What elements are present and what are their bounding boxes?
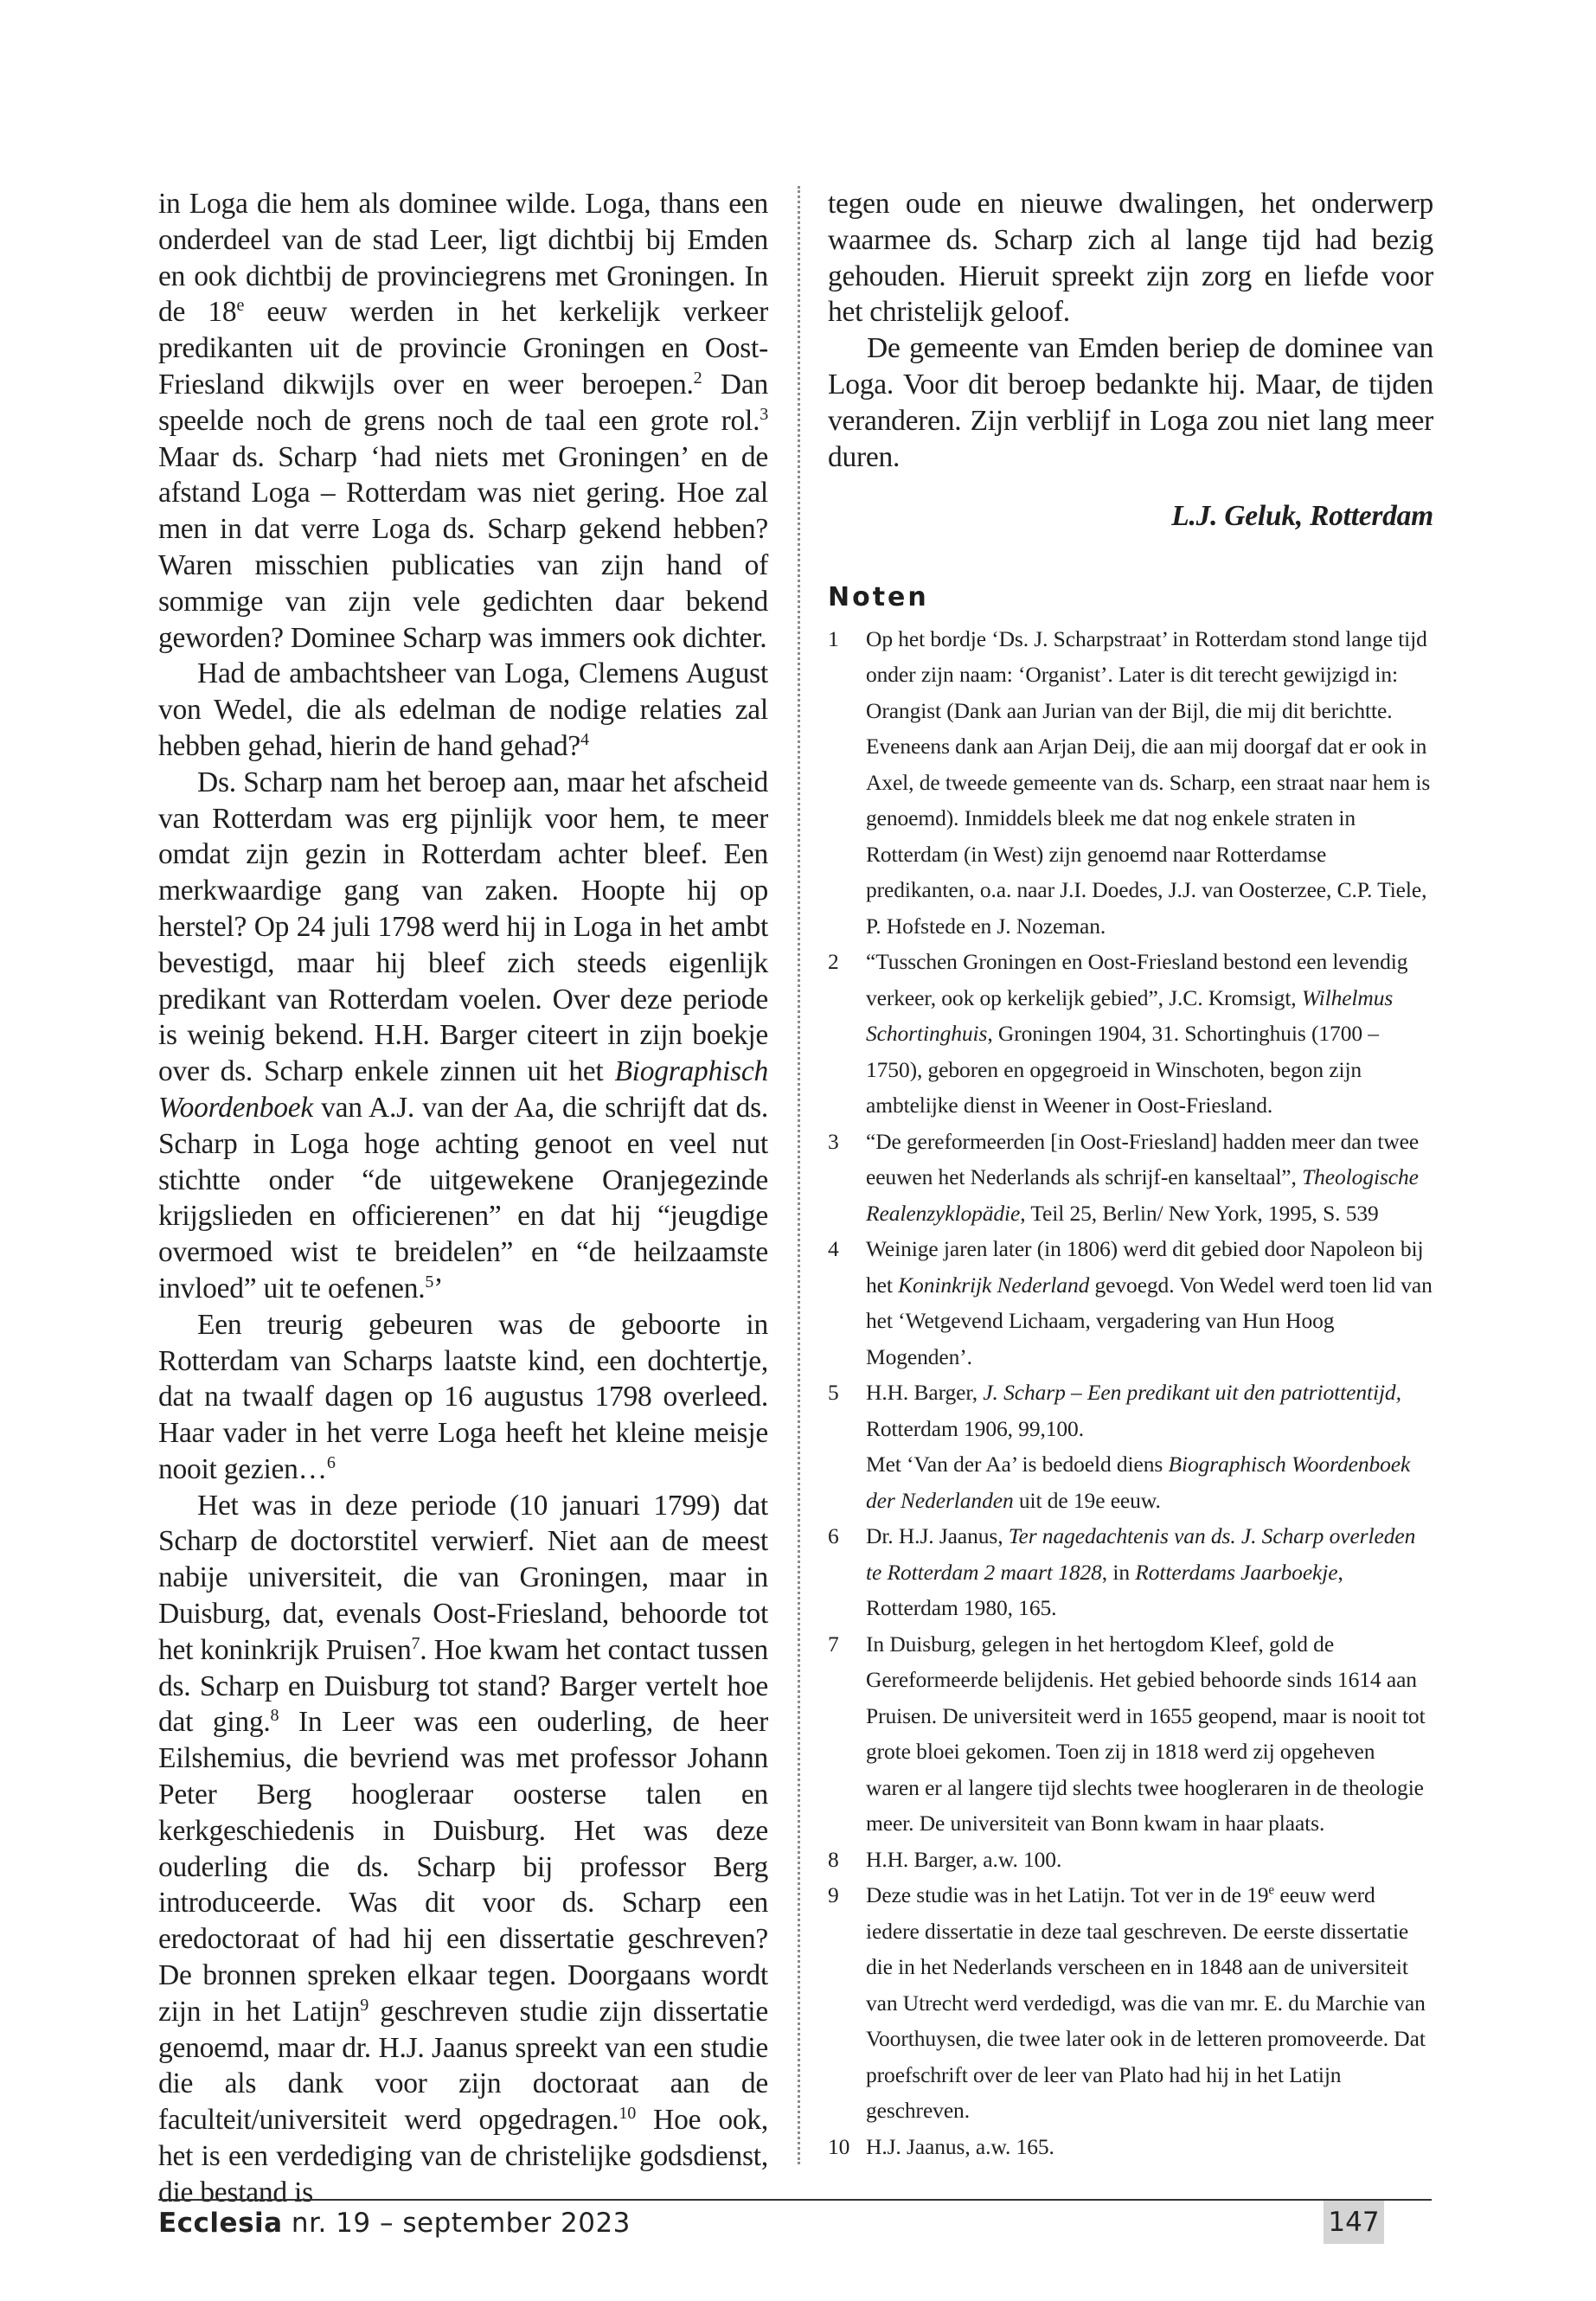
note-6: 6 Dr. H.J. Jaanus, Ter nagedachtenis van ds. J. Scharp overleden te Rotterdam 2 maart 1828, in Rotterdams Jaarboekje, Rotterdam 1980, 165. xyxy=(828,1523,1416,1621)
right-column xyxy=(828,186,1433,2164)
page-number: 147 xyxy=(1324,2201,1384,2244)
note-1: 1 Op het bordje ‘Ds. J. Scharpstraat’ in Rotterdam stond lange tijd onder zijn naam: ‘Organist’. Later is dit terecht gewijzigd in: Orangist (Dank aan Jurian van der Bijl, die mij dit berichtte. Eveneens dank aan Arjan Deij, die aan mij doorgaf dat er ook in Axel, de tweede gemeente van ds. Scharp, een straat naar hem is genoemd). Inmiddels bleek me dat nog enkele straten in Rotterdam (in West) zijn genoemd naar Rotterdamse predikanten, o.a. naar J.I. Doedes, J.J. van Oosterzee, C.P. Tiele, P. Hofstede en J. Nozeman. xyxy=(828,625,1431,939)
paragraph-5: Het was in deze periode (10 januari 1799) dat Scharp de doctorstitel verwierf. Niet aan de meest nabije universiteit, die van Groningen, maar in Duisburg, dat, evenals Oost-Friesland, behoorde tot het koninkrijk Pruisen$^7$. Hoe kwam het contact tussen ds. Scharp en Duisburg tot stand? Barger vertelt hoe dat ging.$^8$ In Leer was een ouderling, de heer Eilshemius, die bevriend was met professor Johann Peter Berg hoogleraar oosterse talen en kerkgeschiedenis in Duisburg. Het was deze ouderling die ds. Scharp bij professor Berg introduceerde. Was dit voor ds. Scharp een eredoctoraat of had hij een dissertatie geschreven? De bronnen spreken elkaar tegen. Doorgaans wordt zijn in het Latijn$^9$ geschreven studie zijn dissertatie genoemd, maar dr. H.J. Jaanus spreekt van een studie die als dank voor zijn doctoraat aan de faculteit/universiteit werd opgedragen.$^{10}$ Hoe ook, het is een verdediging van de christelijke godsdienst, die bestand is xyxy=(158,1489,768,2208)
footer-rule xyxy=(158,2199,1432,2201)
note-8: 8 H.H. Barger, a.w. 100. xyxy=(828,1846,1062,1872)
paragraph-4: Een treurig gebeuren was de geboorte in Rotterdam van Scharps laatste kind, een dochtertje, dat na twaalf dagen op 16 augustus 1798 overleed. Haar vader in het verre Loga heeft het kleine meisje nooit gezien…$^6$ xyxy=(158,1308,768,1485)
note-9: 9 Deze studie was in het Latijn. Tot ver in de 19e eeuw werd iedere dissertatie in deze taal geschreven. De eerste dissertatie die in het Nederlands verscheen en in 1848 aan de universiteit van Utrecht werd verdedigd, was die van mr. E. du Marchie van Voorthuysen, die twee later ook in de letteren promoveerde. Dat proefschrift over de leer van Plato had hij in het Latijn geschreven. xyxy=(828,1882,1426,2124)
paragraph-6: tegen oude en nieuwe dwalingen, het onderwerp waarmee ds. Scharp zich al lange tijd had bezig gehouden. Hieruit spreekt zijn zorg en liefde voor het christelijk geloof. xyxy=(828,188,1433,329)
paragraph-7: De gemeente van Emden beriep de dominee van Loga. Voor dit beroep bedankte hij. Maar, de tijden veranderen. Zijn verblijf in Loga zou niet lang meer duren. xyxy=(828,332,1433,473)
column-separator xyxy=(798,186,800,2164)
note-7: 7 In Duisburg, gelegen in het hertogdom Kleef, gold de Gereformeerde belijdenis. Het gebied behoorde sinds 1614 aan Pruisen. De universiteit werd in 1655 geopend, maar is nooit tot grote bloei gekomen. Toen zij in 1818 werd zij opgeheven waren er al langere tijd slechts twee hoogleraren in de theologie meer. De universiteit van Bonn kwam in haar plaats. xyxy=(828,1631,1426,1836)
note-2: 2 “Tusschen Groningen en Oost-Friesland bestond een levendig verkeer, ook op kerkelijk gebied”, J.C. Kromsigt, Wilhelmus Schortinghuis, Groningen 1904, 31. Schortinghuis (1700 – 1750), geboren en opgegroeid in Winschoten, begon zijn ambtelijke dienst in Weener in Oost-Friesland. xyxy=(828,949,1408,1118)
note-3: 3 “De gereformeerden [in Oost-Friesland] hadden meer dan twee eeuwen het Nederlands als schrijf-en kanseltaal”, Theologische Realenzyklopädie, Teil 25, Berlin/ New York, 1995, S. 539 xyxy=(828,1128,1420,1226)
note-10: 10 H.J. Jaanus, a.w. 165. xyxy=(828,2133,1054,2159)
paragraph-2: Had de ambachtsheer van Loga, Clemens August von Wedel, die als edelman de nodige relaties zal hebben gehad, hierin de hand gehad?$^4$ xyxy=(158,657,768,762)
notes-heading: Noten xyxy=(828,582,929,613)
paragraph-3: Ds. Scharp nam het beroep aan, maar het afscheid van Rotterdam was erg pijnlijk voor hem, te meer omdat zijn gezin in Rotterdam achter bleef. Een merkwaardige gang van zaken. Hoopte hij op herstel? Op 24 juli 1798 werd hij in Loga in het ambt bevestigd, maar hij bleef zich steeds eigenlijk predikant van Rotterdam voelen. Over deze periode is weinig bekend. H.H. Barger citeert in zijn boekje over ds. Scharp enkele zinnen uit het Biographisch Woordenboek van A.J. van der Aa, die schrijft dat ds. Scharp in Loga hoge achting genoot en veel nut stichtte onder “de uitgewekene Oranjegezinde krijgslieden en officierenen” en dat hij “jeugdige overmoed wist te breidelen” en “de heilzaamste invloed” uit te oefenen.$^5$’ xyxy=(158,766,768,1304)
note-4: 4 Weinige jaren later (in 1806) werd dit gebied door Napoleon bij het Koninkrijk Nederland gevoegd. Von Wedel werd toen lid van het ‘Wetgevend Lichaam, vergadering van Hun Hoog Mogenden’. xyxy=(828,1236,1433,1369)
left-column xyxy=(158,186,768,2211)
author-signature: L.J. Geluk, Rotterdam xyxy=(1171,500,1433,533)
journal-issue: nr. 19 – september 2023 xyxy=(282,2208,631,2239)
paragraph-1: in Loga die hem als dominee wilde. Loga, thans een onderdeel van de stad Leer, ligt dichtbij bij Emden en ook dichtbij de provinciegrens met Groningen. In de 18e eeuw werden in het kerkelijk verkeer predikanten uit de provincie Groningen en Oost-Friesland dikwijls over en weer beroepen.$^2$ Dan speelde noch de grens noch de taal een grote rol.$^3$ Maar ds. Scharp ‘had niets met Groningen’ en de afstand Loga – Rotterdam was niet gering. Hoe zal men in dat verre Loga ds. Scharp gekend hebben? Waren misschien publicaties van zijn hand of sommige van zijn vele gedichten daar bekend geworden? Dominee Scharp was immers ook dichter. xyxy=(158,188,768,654)
note-5: 5 H.H. Barger, J. Scharp – Een predikant uit den patriottentijd, Rotterdam 1906, 99,100. Met ‘Van der Aa’ is bedoeld diens Biographisch Woordenboek der Nederlanden uit de 19e eeuw. xyxy=(828,1380,1411,1513)
footer-journal xyxy=(158,2208,631,2239)
journal-name: Ecclesia xyxy=(158,2208,283,2239)
